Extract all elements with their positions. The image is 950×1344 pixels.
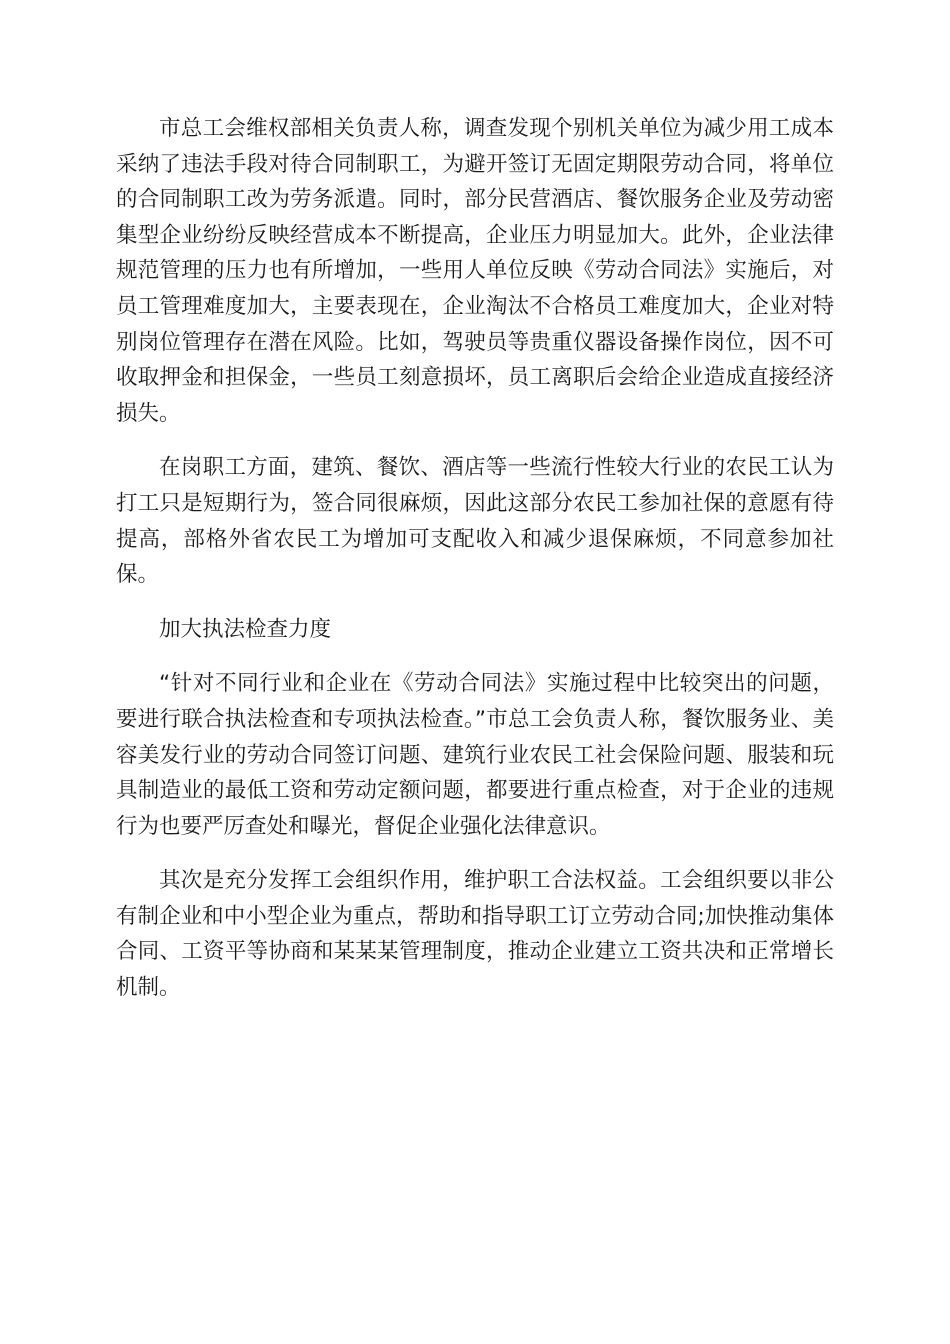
paragraph-union-role: 其次是充分发挥工会组织作用，维护职工合法权益。工会组织要以非公有制企业和中小型企业为重点，帮助和指导职工订立劳动合同;加快推动集体合同、工资平等协商和某某某管理制度，推动企业建立工资共决和正常增长机制。 (116, 868, 834, 1001)
paragraph-enforcement: “针对不同行业和企业在《劳动合同法》实施过程中比较突出的问题，要进行联合执法检查和专项执法检查。”市总工会负责人称，餐饮服务业、美容美发行业的劳动合同签订问题、建筑行业农民工社会保险问题、服装和玩具制造业的最低工资和劳动定额问题，都要进行重点检查，对于企业的违规行为也要严厉查处和曝光，督促企业强化法律意识。 (116, 671, 834, 839)
document-body (116, 111, 834, 1025)
section-heading: 加大执法检查力度 (159, 616, 332, 642)
paragraph-cost-pressure: 市总工会维权部相关负责人称，调查发现个别机关单位为减少用工成本采纳了违法手段对待合同制职工，为避开签订无固定期限劳动合同，将单位的合同制职工改为劳务派遣。同时，部分民营酒店、餐饮服务企业及劳动密集型企业纷纷反映经营成本不断提高，企业压力明显加大。此外，企业法律规范管理的压力也有所增加，一些用人单位反映《劳动合同法》实施后，对员工管理难度加大，主要表现在，企业淘汰不合格员工难度加大，企业对特别岗位管理存在潜在风险。比如，驾驶员等贵重仪器设备操作岗位，因不可收取押金和担保金，一些员工刻意损坏，员工离职后会给企业造成直接经济损失。 (116, 116, 834, 426)
paragraph-migrant-workers: 在岗职工方面，建筑、餐饮、酒店等一些流行性较大行业的农民工认为打工只是短期行为，签合同很麻烦，因此这部分农民工参加社保的意愿有待提高，部格外省农民工为增加可支配收入和减少退保麻烦，不同意参加社保。 (116, 455, 834, 588)
